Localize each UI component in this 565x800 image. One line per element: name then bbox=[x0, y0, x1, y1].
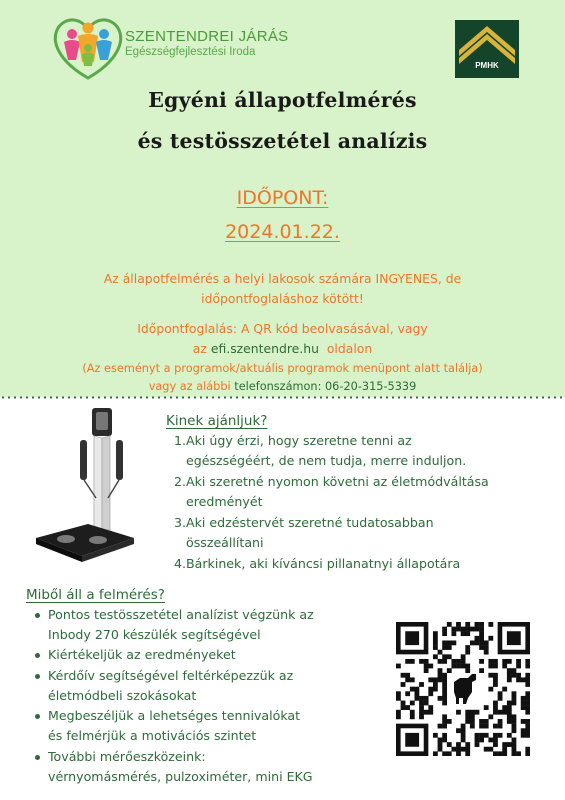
phone-prefix: vagy az alábbi bbox=[148, 380, 231, 393]
list-item: Kérdőív segítségével feltérképezzük az életmódbeli szokásokat bbox=[26, 666, 376, 706]
booking-note: (Az eseményt a programok/aktuális programok menüpont alatt találja) bbox=[82, 362, 483, 375]
phone-number: 06-20-315-5339 bbox=[325, 380, 417, 393]
pmhk-label: PMHK bbox=[475, 61, 499, 70]
list-item: 1. Aki úgy érzi, hogy szeretne tenni az egészségéért, de nem tudja, merre induljon. bbox=[174, 433, 467, 468]
free-notice-line2: időpontfoglaláshoz kötött! bbox=[201, 291, 364, 306]
list-item: További mérőeszközeink: vérnyomásmérés, pulzoximéter, mini EKG bbox=[26, 747, 376, 787]
booking-az: az bbox=[192, 341, 207, 356]
booking-note-block bbox=[0, 360, 565, 396]
date-label: IDŐPONT: bbox=[236, 187, 329, 209]
org-name: SZENTENDREI JÁRÁS bbox=[125, 28, 289, 45]
booking-info bbox=[0, 319, 565, 359]
kinek-heading: Kinek ajánljuk? bbox=[166, 413, 268, 429]
booking-line1: Időpontfoglalás: A QR kód beolvasásával, vagy bbox=[137, 321, 428, 336]
miben-list bbox=[26, 604, 376, 787]
list-item: 4. Bárkinek, aki kíváncsi pillanatnyi állapotára bbox=[174, 556, 461, 571]
dotted-divider bbox=[0, 396, 565, 399]
logo-text bbox=[125, 28, 288, 59]
phone-line bbox=[0, 378, 565, 396]
booking-oldalon: oldalon bbox=[326, 341, 373, 356]
list-item: Pontos testösszetétel analízist végzünk az Inbody 270 készülék segítségével bbox=[26, 605, 376, 645]
list-item: 2. Aki szeretné nyomon követni az életmódváltása eredményét bbox=[174, 474, 489, 509]
free-notice-line1: Az állapotfelmérés a helyi lakosok számára INGYENES, de bbox=[103, 271, 462, 286]
kinek-list bbox=[166, 430, 561, 574]
miben-heading: Miből áll a felmérés? bbox=[26, 587, 165, 603]
inbody-scale-image bbox=[30, 402, 140, 572]
page-title-line1: Egyéni állapotfelmérés bbox=[148, 88, 417, 112]
qr-code-icon[interactable] bbox=[396, 622, 530, 756]
list-item: 3. Aki edzéstervét szeretné tudatosabban összeállítani bbox=[174, 515, 434, 550]
website-link[interactable]: efi.szentendre.hu bbox=[210, 341, 319, 356]
booking-line2 bbox=[0, 339, 565, 359]
free-notice bbox=[0, 269, 565, 309]
list-item: Kiértékeljük az eredményeket bbox=[26, 645, 376, 665]
page-title-line2: és testösszetétel analízis bbox=[137, 129, 428, 153]
list-item: Megbeszéljük a lehetséges tennivalókat és felmérjük a motivációs szintet bbox=[26, 706, 376, 746]
phone-label: telefonszámon: bbox=[234, 380, 322, 393]
org-subtitle: Egészségfejlesztési Iroda bbox=[125, 46, 256, 58]
date-value: 2024.01.22. bbox=[225, 221, 340, 243]
